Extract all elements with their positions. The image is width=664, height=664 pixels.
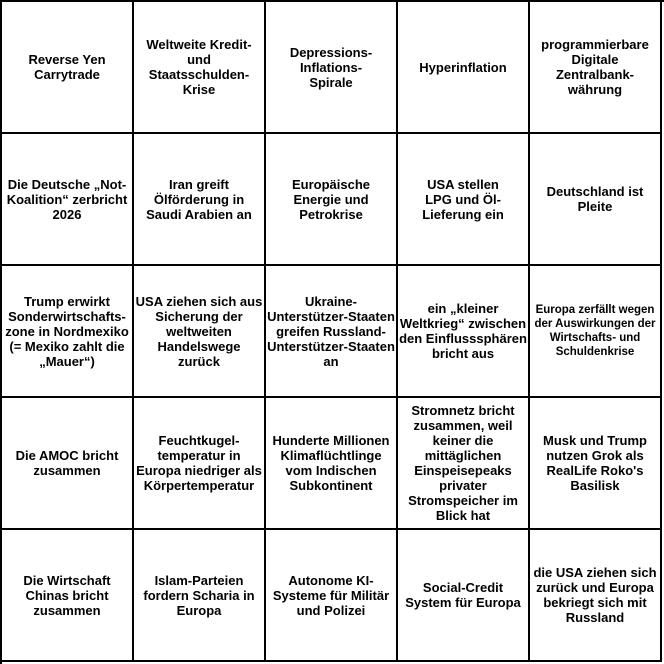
bingo-cell: USA stellen LPG und Öl- Lieferung ein <box>398 134 530 266</box>
bingo-cell: Die Deutsche „Not- Koalition“ zerbricht 2026 <box>2 134 134 266</box>
bingo-cell: die USA ziehen sich zurück und Europa bekriegt sich mit Russland <box>530 530 662 662</box>
bingo-cell: Depressions- Inflations- Spirale <box>266 2 398 134</box>
bingo-cell: Feuchtkugel- temperatur in Europa niedriger als Körpertemperatur <box>134 398 266 530</box>
bingo-cell: USA ziehen sich aus Sicherung der weltweiten Handelswege zurück <box>134 266 266 398</box>
bingo-cell: Die AMOC bricht zusammen <box>2 398 134 530</box>
bingo-cell: Europäische Energie und Petrokrise <box>266 134 398 266</box>
bingo-cell: ein „kleiner Weltkrieg“ zwischen den Einflusssphären bricht aus <box>398 266 530 398</box>
bingo-cell: Weltweite Kredit- und Staatsschulden- Krise <box>134 2 266 134</box>
bingo-cell: Autonome KI- Systeme für Militär und Polizei <box>266 530 398 662</box>
bingo-cell: Europa zerfällt wegen der Auswirkungen der Wirtschafts- und Schuldenkrise <box>530 266 662 398</box>
bingo-cell: Stromnetz bricht zusammen, weil keiner die mittäglichen Einspeisepeaks privater Stromspeicher im Blick hat <box>398 398 530 530</box>
bingo-cell: Iran greift Ölförderung in Saudi Arabien an <box>134 134 266 266</box>
bingo-cell: Hunderte Millionen Klimaflüchtlinge vom Indischen Subkontinent <box>266 398 398 530</box>
bingo-cell: Social-Credit System für Europa <box>398 530 530 662</box>
bingo-cell: Reverse Yen Carrytrade <box>2 2 134 134</box>
bingo-cell: Hyperinflation <box>398 2 530 134</box>
bingo-cell: programmierbare Digitale Zentralbank- währung <box>530 2 662 134</box>
bingo-cell: Trump erwirkt Sonderwirtschafts- zone in Nordmexiko (= Mexiko zahlt die „Mauer“) <box>2 266 134 398</box>
bingo-cell: Ukraine- Unterstützer-Staaten greifen Russland- Unterstützer-Staaten an <box>266 266 398 398</box>
bingo-cell: Islam-Parteien fordern Scharia in Europa <box>134 530 266 662</box>
bingo-cell: Musk und Trump nutzen Grok als RealLife Roko's Basilisk <box>530 398 662 530</box>
bingo-cell: Deutschland ist Pleite <box>530 134 662 266</box>
bingo-cell: Die Wirtschaft Chinas bricht zusammen <box>2 530 134 662</box>
